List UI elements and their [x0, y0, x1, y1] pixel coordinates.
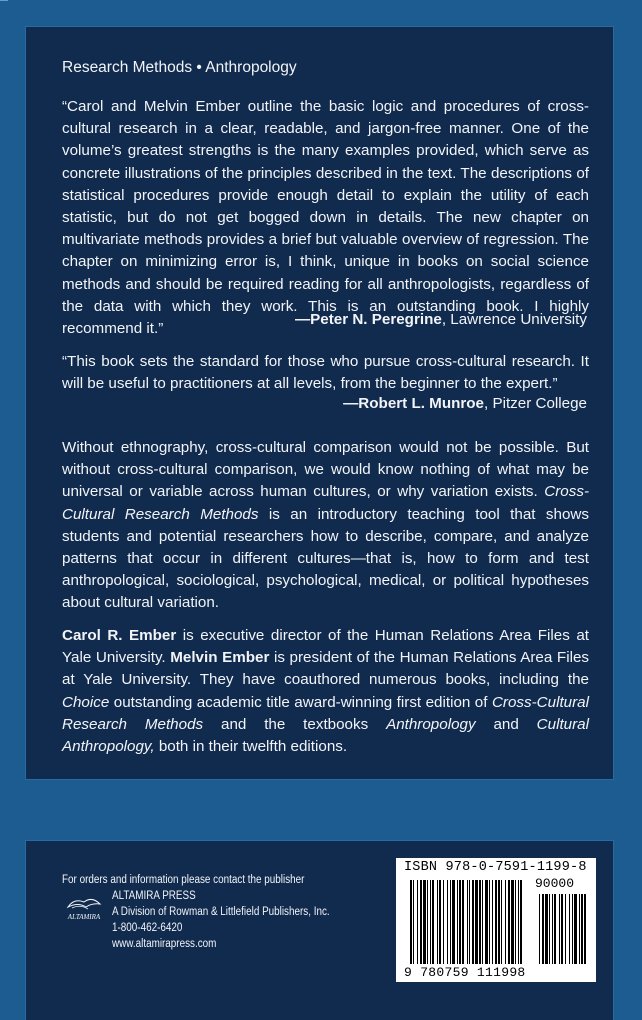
barcode-bar [417, 880, 418, 964]
category-label: Research Methods • Anthropology [62, 59, 297, 76]
bio-text-4: and the textbooks [203, 715, 387, 733]
barcode-bar [469, 880, 470, 964]
review-quote-1 [62, 96, 589, 340]
review-1-author: Peter N. Peregrine [310, 311, 442, 328]
barcode-bar [479, 880, 481, 964]
review-1-affiliation: , Lawrence University [441, 311, 587, 328]
review-1-attribution [295, 311, 587, 328]
bio-book-3: Cultural Anthropology, [62, 715, 589, 756]
review-1-dash: — [294, 311, 311, 328]
review-2-author: Robert L. Munroe [358, 395, 485, 412]
addon-bar [572, 894, 573, 964]
review-quote-2 [62, 351, 589, 395]
publisher-panel [25, 840, 614, 1020]
barcode-bar [423, 880, 426, 964]
addon-bar [552, 894, 553, 964]
barcode-bar [437, 880, 438, 964]
description-title: Cross-Cultural Research Methods [62, 483, 589, 523]
addon-bar [574, 894, 577, 964]
barcode-bar [427, 880, 428, 964]
addon-bar [565, 894, 566, 964]
barcode-bar [413, 880, 414, 964]
addon-bar [549, 894, 550, 964]
isbn-label: ISBN 978-0-7591-1199-8 [404, 860, 587, 875]
bio-text-6: both in their twelfth editions. [154, 738, 348, 756]
logo-text: ALTAMIRA [67, 913, 101, 921]
barcode-bar [515, 880, 516, 964]
barcode-bar [518, 880, 519, 964]
barcode-bar [511, 880, 514, 964]
barcode-bar [520, 880, 522, 964]
barcode-bar [498, 880, 500, 964]
barcode-bar [443, 880, 444, 964]
barcode-bar [508, 880, 510, 964]
barcode-bar [485, 880, 488, 964]
review-2-attribution [343, 395, 587, 412]
description-part-2: is an introductory teaching tool that shows students and potential researchers how to describe, compare, and analyze patterns that occur in different cultures—that is, how to form and test anthropological, sociological, psychological, medical, or political hypotheses about cultural variation. [62, 505, 589, 612]
review-2-affiliation: , Pitzer College [484, 395, 587, 412]
barcode-bar [447, 880, 448, 964]
barcode-bar [439, 880, 441, 964]
back-cover-panel [25, 26, 614, 780]
author-bio [62, 625, 589, 758]
barcode-bar [452, 880, 455, 964]
addon-bar [581, 894, 583, 964]
publisher-name: ALTAMIRA PRESS [112, 890, 196, 902]
barcode-bar [467, 880, 468, 964]
barcode-bars [396, 858, 596, 982]
bio-text-3: outstanding academic title award-winning first edition of [109, 693, 492, 711]
publisher-contact-line: For orders and information please contact the publisher [62, 874, 305, 886]
addon-bar [584, 894, 586, 964]
bio-text-5: and [475, 715, 537, 733]
addon-bar [542, 894, 544, 964]
isbn-barcode [396, 858, 596, 982]
barcode-bar [501, 880, 502, 964]
altamira-logo [62, 894, 106, 922]
barcode-bar [489, 880, 490, 964]
barcode-bar [475, 880, 478, 964]
ean-number: 9 780759 111998 [404, 965, 526, 980]
bio-text-2: is president of the Human Relations Area Files at Yale University. They have coauthored numerous books, including the [62, 649, 589, 689]
addon-bar [569, 894, 570, 964]
barcode-bar [420, 880, 422, 964]
addon-bar [561, 894, 563, 964]
barcode-bar [495, 880, 497, 964]
barcode-bar [492, 880, 493, 964]
review-2-text: “This book sets the standard for those who pursue cross-cultural research. It will be useful to practitioners at all levels, from the beginner to the expert.” [62, 353, 589, 393]
bio-book-2: Anthropology [386, 715, 476, 733]
barcode-bar [457, 880, 458, 964]
review-2-dash: — [343, 395, 359, 412]
author-1-name: Carol R. Ember [62, 627, 177, 644]
barcode-bar [472, 880, 474, 964]
bio-book-1: Cross-Cultural Research Methods [62, 693, 589, 733]
publisher-division: A Division of Rowman & Littlefield Publishers, Inc. [112, 906, 330, 918]
frame-line-top-left [0, 0, 8, 1]
barcode-bar [410, 880, 412, 964]
barcode-bar [459, 880, 461, 964]
addon-bar [579, 894, 580, 964]
barcode-bar [450, 880, 451, 964]
author-2-name: Melvin Ember [170, 649, 270, 667]
publisher-website: www.altamirapress.com [112, 938, 217, 950]
addon-bar [545, 894, 548, 964]
addon-bar [539, 894, 540, 964]
price-addon: 90000 [535, 876, 575, 891]
description-part-1: Without ethnography, cross-cultural comparison would not be possible. But without cross-cultural comparison, we would know nothing of what may be universal or variable across human cultures, or why variation exists. [62, 439, 589, 501]
barcode-bar [430, 880, 431, 964]
barcode-bar [432, 880, 434, 964]
addon-bar [554, 894, 556, 964]
bio-choice: Choice [62, 693, 110, 711]
barcode-bar [482, 880, 483, 964]
bio-text-1: is executive director of the Human Relations Area Files at Yale University. [62, 627, 589, 667]
review-1-text: “Carol and Melvin Ember outline the basic logic and procedures of cross-cultural research in a clear, readable, and jargon-free manner. One of the volume’s greatest strengths is the many examples provided, which serve as concrete illustrations of the principles described in the text. The descriptions of statistical procedures provide enough detail to explain the utility of each statistic, but do not get bogged down in details. The new chapter on multivariate methods provides a brief but valuable overview of regression. The chapter on minimizing error is, I think, unique in books on social science methods and should be required reading for all anthropologists, regardless of the data with which they work. This is an outstanding book. I highly recommend it.” [62, 98, 589, 338]
barcode-bar [462, 880, 464, 964]
publisher-phone: 1-800-462-6420 [112, 922, 183, 934]
book-description [62, 437, 589, 615]
barcode-bar [505, 880, 506, 964]
addon-bar [559, 894, 560, 964]
